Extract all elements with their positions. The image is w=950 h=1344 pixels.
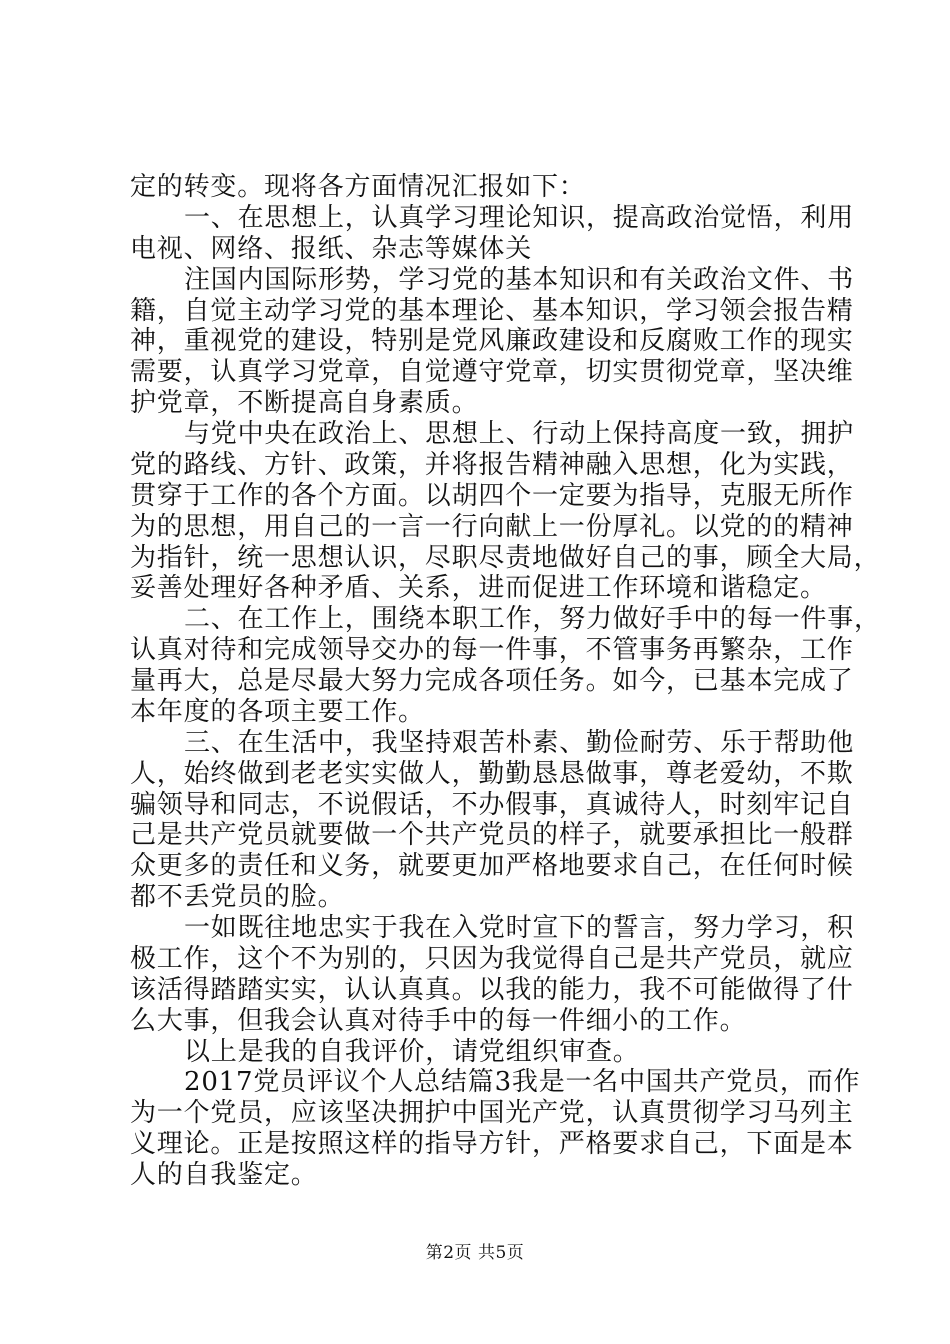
- text-line: 本年度的各项主要工作。: [130, 696, 425, 727]
- text-line: 一如既往地忠实于我在入党时宣下的誓言，努力学习，积: [184, 913, 855, 943]
- text-line: 定的转变。现将各方面情况汇报如下：: [130, 172, 586, 202]
- text-line: 该活得踏踏实实，认认真真。以我的能力，我不可能做得了什: [130, 974, 854, 1005]
- text-line: 贯穿于工作的各个方面。以胡四个一定要为指导，克服无所作: [130, 480, 854, 511]
- text-line: 众更多的责任和义务，就要更加严格地要求自己，在任何时候: [130, 851, 854, 882]
- text-line: 护党章，不断提高自身素质。: [130, 388, 479, 419]
- text-line: 骗领导和同志，不说假话，不办假事，真诚待人，时刻牢记自: [130, 789, 854, 820]
- text-line: 己是共产党员就要做一个共产党员的样子，就要承担比一般群: [130, 820, 854, 851]
- text-line: 电视、网络、报纸、杂志等媒体关: [130, 233, 533, 264]
- text-line: 义理论。正是按照这样的指导方针，严格要求自己，下面是本: [130, 1129, 854, 1160]
- text-line: 需要，认真学习党章，自觉遵守党章，切实贯彻党章，坚决维: [130, 357, 854, 388]
- text-line: 党的路线、方针、政策，并将报告精神融入思想，化为实践，: [130, 449, 854, 480]
- text-line: 以上是我的自我评价，请党组织审查。: [184, 1036, 640, 1067]
- text-line: 为一个党员，应该坚决拥护中国光产党，认真贯彻学习马列主: [130, 1098, 854, 1129]
- text-line: 神，重视党的建设，特别是党风廉政建设和反腐败工作的现实: [130, 326, 854, 357]
- text-line: 2017党员评议个人总结篇3我是一名中国共产党员，而作: [184, 1067, 861, 1098]
- text-line: 一、在思想上，认真学习理论知识，提高政治觉悟，利用: [184, 202, 855, 233]
- text-line: 人，始终做到老老实实做人，勤勤恳恳做事，尊老爱幼，不欺: [130, 758, 854, 789]
- text-line: 极工作，这个不为别的，只因为我觉得自己是共产党员，就应: [130, 943, 854, 974]
- text-line: 妥善处理好各种矛盾、关系，进而促进工作环境和谐稳定。: [130, 573, 827, 604]
- text-line: 为的思想，用自己的一言一行向献上一份厚礼。以党的的精神: [130, 511, 854, 542]
- text-line: 么大事，但我会认真对待手中的每一件细小的工作。: [130, 1005, 747, 1036]
- text-line: 都不丢党员的脸。: [130, 882, 345, 913]
- text-line: 量再大，总是尽最大努力完成各项任务。如今，已基本完成了: [130, 666, 854, 696]
- text-line: 二、在工作上，围绕本职工作，努力做好手中的每一件事，: [184, 604, 881, 635]
- text-line: 认真对待和完成领导交办的每一件事，不管事务再繁杂，工作: [130, 635, 854, 666]
- page-number-footer: 第2页 共5页: [425, 1243, 525, 1263]
- text-line: 三、在生活中，我坚持艰苦朴素、勤俭耐劳、乐于帮助他: [184, 727, 855, 758]
- text-line: 籍，自觉主动学习党的基本理论、基本知识，学习领会报告精: [130, 295, 854, 326]
- text-line: 为指针，统一思想认识，尽职尽责地做好自己的事，顾全大局，: [130, 542, 881, 573]
- text-line: 与党中央在政治上、思想上、行动上保持高度一致，拥护: [184, 419, 855, 449]
- text-line: 人的自我鉴定。: [130, 1160, 318, 1190]
- text-line: 注国内国际形势，学习党的基本知识和有关政治文件、书: [184, 264, 855, 295]
